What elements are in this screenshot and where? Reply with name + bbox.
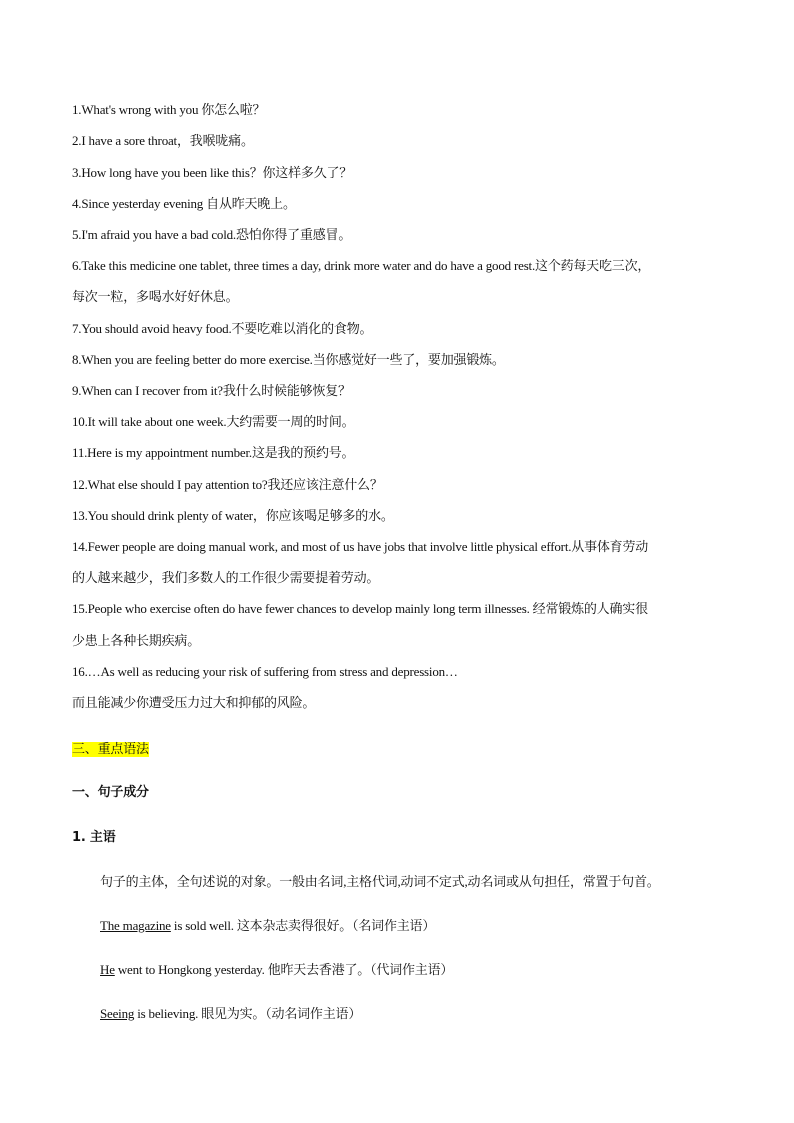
sentence-4: 4.Since yesterday evening 自从昨天晚上。 [72,196,296,211]
subsection-heading-row [72,783,734,802]
sentence-7: 7.You should avoid heavy food.不要吃难以消化的食物。 [72,321,373,336]
sentence-11: 11.Here is my appointment number.这是我的预约号。 [72,445,355,460]
example-1-rest: is sold well. 这本杂志卖得很好。（名词作主语） [170,918,436,933]
sentence-5: 5.I'm afraid you have a bad cold.恐怕你得了重感冒。 [72,227,352,242]
sentence-9: 9.When can I recover from it?我什么时候能够恢复？ [72,383,351,398]
sentence-6-line-1: 6.Take this medicine one tablet, three times a day, drink more water and do have a good rest.这个药每天吃三次， [72,258,651,273]
sentence-15-line-1: 15.People who exercise often do have fewer chances to develop mainly long term illnesses. 经常锻炼的人确实很 [72,601,648,616]
subsection-heading: 一、句子成分 [72,785,149,800]
subsub-heading: 1. 主语 [72,830,116,845]
example-3 [100,1005,734,1023]
definition-text: 句子的主体，全句述说的对象。一般由名词,主格代词,动词不定式,动名词或从句担任，常置于句首。 [100,874,660,889]
example-3-subject: Seeing [100,1006,135,1021]
section-heading: 三、重点语法 [72,742,149,757]
sentence-16-line-1: 16.…As well as reducing your risk of suffering from stress and depression… [72,664,458,679]
sentence-12: 12.What else should I pay attention to?我还应该注意什么？ [72,477,383,492]
example-2-subject: He [100,962,115,977]
example-1 [100,917,734,935]
example-2 [100,961,734,979]
sentence-13: 13.You should drink plenty of water，你应该喝足够多的水。 [72,508,394,523]
sentence-1: 1.What's wrong with you 你怎么啦？ [72,102,266,117]
sentence-14-line-1: 14.Fewer people are doing manual work, and most of us have jobs that involve little physical effort.从事体育劳动 [72,539,649,554]
example-2-rest: went to Hongkong yesterday. 他昨天去香港了。（代词作主语） [114,962,454,977]
example-3-rest: is believing. 眼见为实。（动名词作主语） [134,1006,362,1021]
sentence-8: 8.When you are feeling better do more exercise.当你感觉好一些了，要加强锻炼。 [72,352,505,367]
sentence-6-line-2: 每次一粒，多喝水好好休息。 [72,289,239,304]
sentence-10: 10.It will take about one week.大约需要一周的时间。 [72,414,355,429]
sentence-2: 2.I have a sore throat，我喉咙痛。 [72,133,254,148]
section-heading-row [72,740,734,759]
sentence-3: 3.How long have you been like this？你这样多久了？ [72,165,353,180]
subsub-heading-row [72,828,734,847]
sentence-15-line-2: 少患上各种长期疾病。 [72,633,201,648]
example-1-subject: The magazine [100,918,171,933]
sentence-14-line-2: 的人越来越少，我们多数人的工作很少需要提着劳动。 [72,570,380,585]
sentence-16-line-2: 而且能减少你遭受压力过大和抑郁的风险。 [72,695,316,710]
